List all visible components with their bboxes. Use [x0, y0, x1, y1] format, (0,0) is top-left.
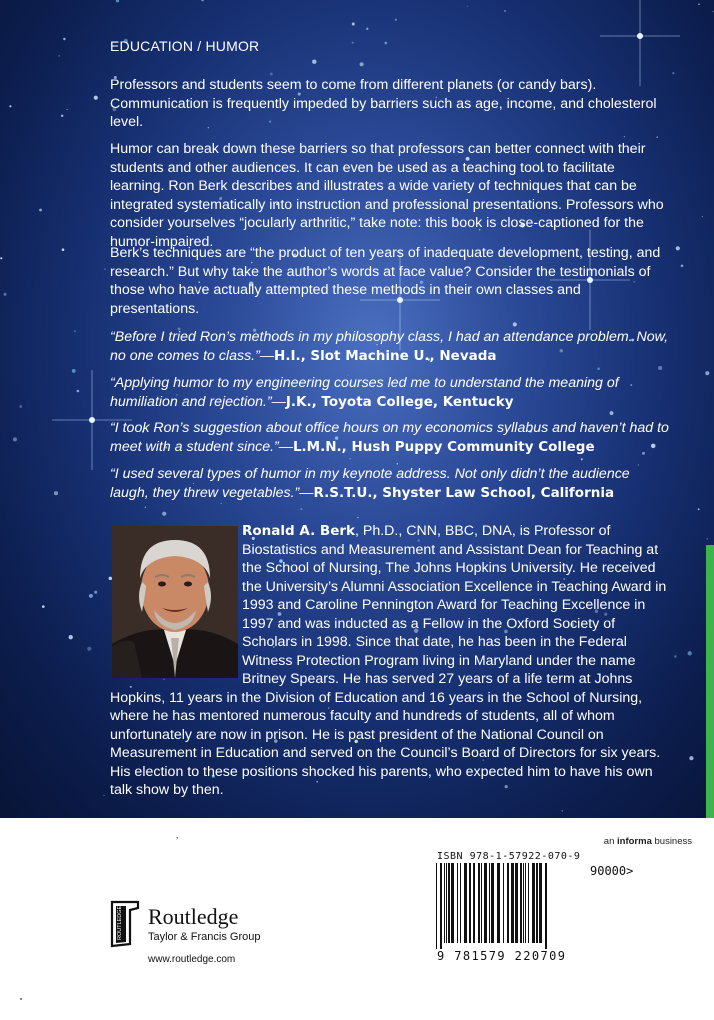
barcode-bar — [436, 863, 437, 949]
barcode-bar — [484, 863, 487, 943]
star — [94, 591, 97, 594]
testimonial-text: “Before I tried Ron’s methods in my philosophy class, I had an attendance problem. Now, no one comes to class.”— — [110, 329, 669, 364]
testimonial-2 — [110, 374, 670, 411]
star — [145, 507, 146, 508]
barcode-bar — [536, 863, 538, 943]
star — [0, 257, 2, 259]
star — [357, 517, 359, 519]
publisher-url: www.routledge.com — [148, 954, 236, 965]
star — [513, 322, 517, 326]
star — [702, 216, 703, 217]
star — [352, 42, 354, 44]
star — [688, 651, 692, 655]
star — [94, 96, 98, 100]
star — [13, 437, 17, 441]
barcode-bar — [528, 863, 529, 943]
barcode-bar — [539, 863, 542, 943]
star — [681, 265, 684, 268]
star — [9, 105, 11, 107]
barcode-bar — [525, 863, 526, 943]
star — [597, 367, 600, 370]
barcode-bar — [545, 863, 547, 949]
stray-mark: ’ — [176, 836, 179, 847]
star — [58, 55, 60, 57]
star — [54, 491, 58, 495]
barcode-bar — [446, 863, 447, 943]
publisher-name: Routledge — [148, 904, 239, 929]
star — [3, 293, 6, 296]
star — [705, 371, 709, 375]
star — [77, 390, 80, 393]
star — [61, 115, 63, 117]
barcode-bar — [448, 863, 450, 943]
price-code: 90000> — [590, 864, 634, 878]
isbn-barcode — [432, 863, 582, 949]
testimonial-text: “I used several types of humor in my keynote address. Not only didn’t the audience laugh, they threw vegetables.”— — [110, 466, 630, 501]
author-bio-text: , Ph.D., CNN, BBC, DNA, is Professor of Biostatistics and Measurement and Assistant Dean for Teaching at the School of Nursing, The Johns Hopkins University. He received the University’s Alumni Association Excellence in Teaching Award in 1993 and Caroline Pennington Award for Teaching Excellence in 1997 and was inducted as a Fellow in the Oxford Society of Scholars in 1998. Since that date, he has been in the Federal Witness Protection Program living in Maryland under the name Britney Spears. He has served 27 years of a life term at Johns Hopkins, 11 years in the Division of Education and 16 years in the School of Nursing, where he has mentored numerous faculty and hundreds of students, all of whom unfortunately are now in prison. He is past president of the National Council on Measurement in Education and served on the Council’s Board of Directors for six years. His election to these positions shocked his parents, who expected him to have his own talk show by then. — [110, 523, 667, 798]
barcode-bar — [440, 863, 442, 949]
testimonial-3 — [110, 419, 670, 456]
star — [561, 810, 562, 811]
star — [103, 795, 104, 796]
star — [221, 503, 222, 504]
star — [624, 136, 625, 137]
star — [63, 38, 65, 40]
star — [712, 11, 713, 12]
star — [19, 405, 22, 408]
publisher-logo — [108, 900, 261, 953]
barcode-bar — [520, 863, 522, 943]
barcode-bar — [489, 863, 490, 943]
star-flare — [600, 0, 680, 86]
author-photo — [112, 526, 238, 678]
description-paragraph-3: Berk’s techniques are “the product of ten years of inadequate development, testing, and research.” But why take the author’s words at face value? Consider the testimonials of those who have actually attempted these methods in their own classes and presentations. — [110, 245, 661, 317]
publisher-group: Taylor & Francis Group — [148, 931, 261, 943]
barcode-bar — [451, 863, 454, 943]
barcode-bar — [469, 863, 471, 943]
testimonial-1 — [110, 328, 670, 365]
star — [698, 4, 699, 5]
testimonial-4 — [110, 465, 670, 502]
testimonial-attribution: L.M.N., Hush Puppy Community College — [292, 438, 595, 455]
routledge-logo-icon — [108, 900, 142, 948]
barcode-bar — [532, 863, 535, 943]
star — [39, 209, 42, 212]
star — [116, 0, 119, 2]
barcode-bar — [481, 863, 482, 943]
star — [62, 248, 65, 251]
star — [87, 647, 91, 651]
star — [42, 605, 45, 608]
barcode-bar — [511, 863, 514, 943]
testimonial-attribution: J.K., Toyota College, Kentucky — [285, 393, 514, 410]
stray-dot — [20, 998, 22, 1000]
star — [395, 19, 397, 21]
star — [201, 0, 204, 1]
star — [656, 136, 658, 138]
barcode-bar — [507, 863, 509, 943]
star — [270, 73, 273, 76]
testimonial-attribution: H.I., Slot Machine U., Nevada — [274, 347, 497, 364]
description-paragraph-2: Humor can break down these barriers so that professors can better connect with their students and other audiences. It can even be used as a teaching tool to facilitate learning. Ron Berk describes and illustrates a wide variety of techniques that can be integrated systematically into instruction and professional presentations. Professors who consider yourselves “jocularly arthritic,” take note: this book is close-captioned for the humor-impaired. — [110, 141, 664, 250]
star — [674, 655, 676, 657]
star — [676, 246, 680, 250]
star — [384, 42, 387, 45]
star — [672, 72, 674, 74]
star — [658, 366, 662, 370]
star — [69, 635, 73, 639]
star — [689, 756, 693, 760]
star — [162, 512, 166, 516]
barcode-bar — [460, 863, 461, 943]
star — [349, 458, 350, 459]
isbn-label: ISBN 978-1-57922-070-9 — [437, 851, 581, 862]
isbn-digits: 9 781579 220709 — [437, 949, 567, 963]
barcode-bar — [491, 863, 494, 943]
star — [67, 109, 68, 110]
star — [610, 411, 614, 415]
barcode-bar — [464, 863, 467, 943]
testimonial-text: “Applying humor to my engineering courses led me to understand the meaning of humiliation and rejection.”— — [110, 375, 619, 410]
category-label: EDUCATION / HUMOR — [110, 38, 260, 54]
informa-business-label: an informa business — [603, 836, 692, 847]
barcode-bar — [444, 863, 445, 943]
star — [366, 28, 368, 30]
star — [72, 369, 76, 373]
testimonial-attribution: R.S.T.U., Shyster Law School, California — [313, 484, 615, 501]
barcode-bar — [523, 863, 524, 943]
star — [300, 508, 302, 510]
star — [581, 458, 583, 460]
barcode-bar — [473, 863, 475, 943]
barcode-bar — [503, 863, 504, 943]
star — [104, 269, 105, 270]
star — [74, 330, 76, 332]
star — [706, 538, 708, 540]
barcode-bar — [478, 863, 480, 943]
barcode-bar — [497, 863, 500, 943]
testimonial-text: “I took Ron’s suggestion about office hours on my economics syllabus and haven’t had to meet with a student since.”— — [110, 420, 669, 455]
star — [312, 59, 317, 64]
barcode-bar — [515, 863, 518, 943]
star — [360, 62, 364, 66]
barcode-bar — [457, 863, 458, 943]
star — [89, 594, 93, 598]
author-name: Ronald A. Berk — [242, 523, 355, 539]
star — [352, 22, 355, 25]
star — [698, 508, 700, 510]
description-paragraph-1: Professors and students seem to come from different planets (or candy bars). Communication is frequently impeded by barriers such as age, income, and cholesterol level. — [110, 77, 657, 130]
star — [504, 10, 506, 12]
star — [467, 6, 468, 7]
green-spine-strip — [706, 545, 714, 818]
routledge-logo-text: ROUTLEDGE — [117, 905, 123, 940]
